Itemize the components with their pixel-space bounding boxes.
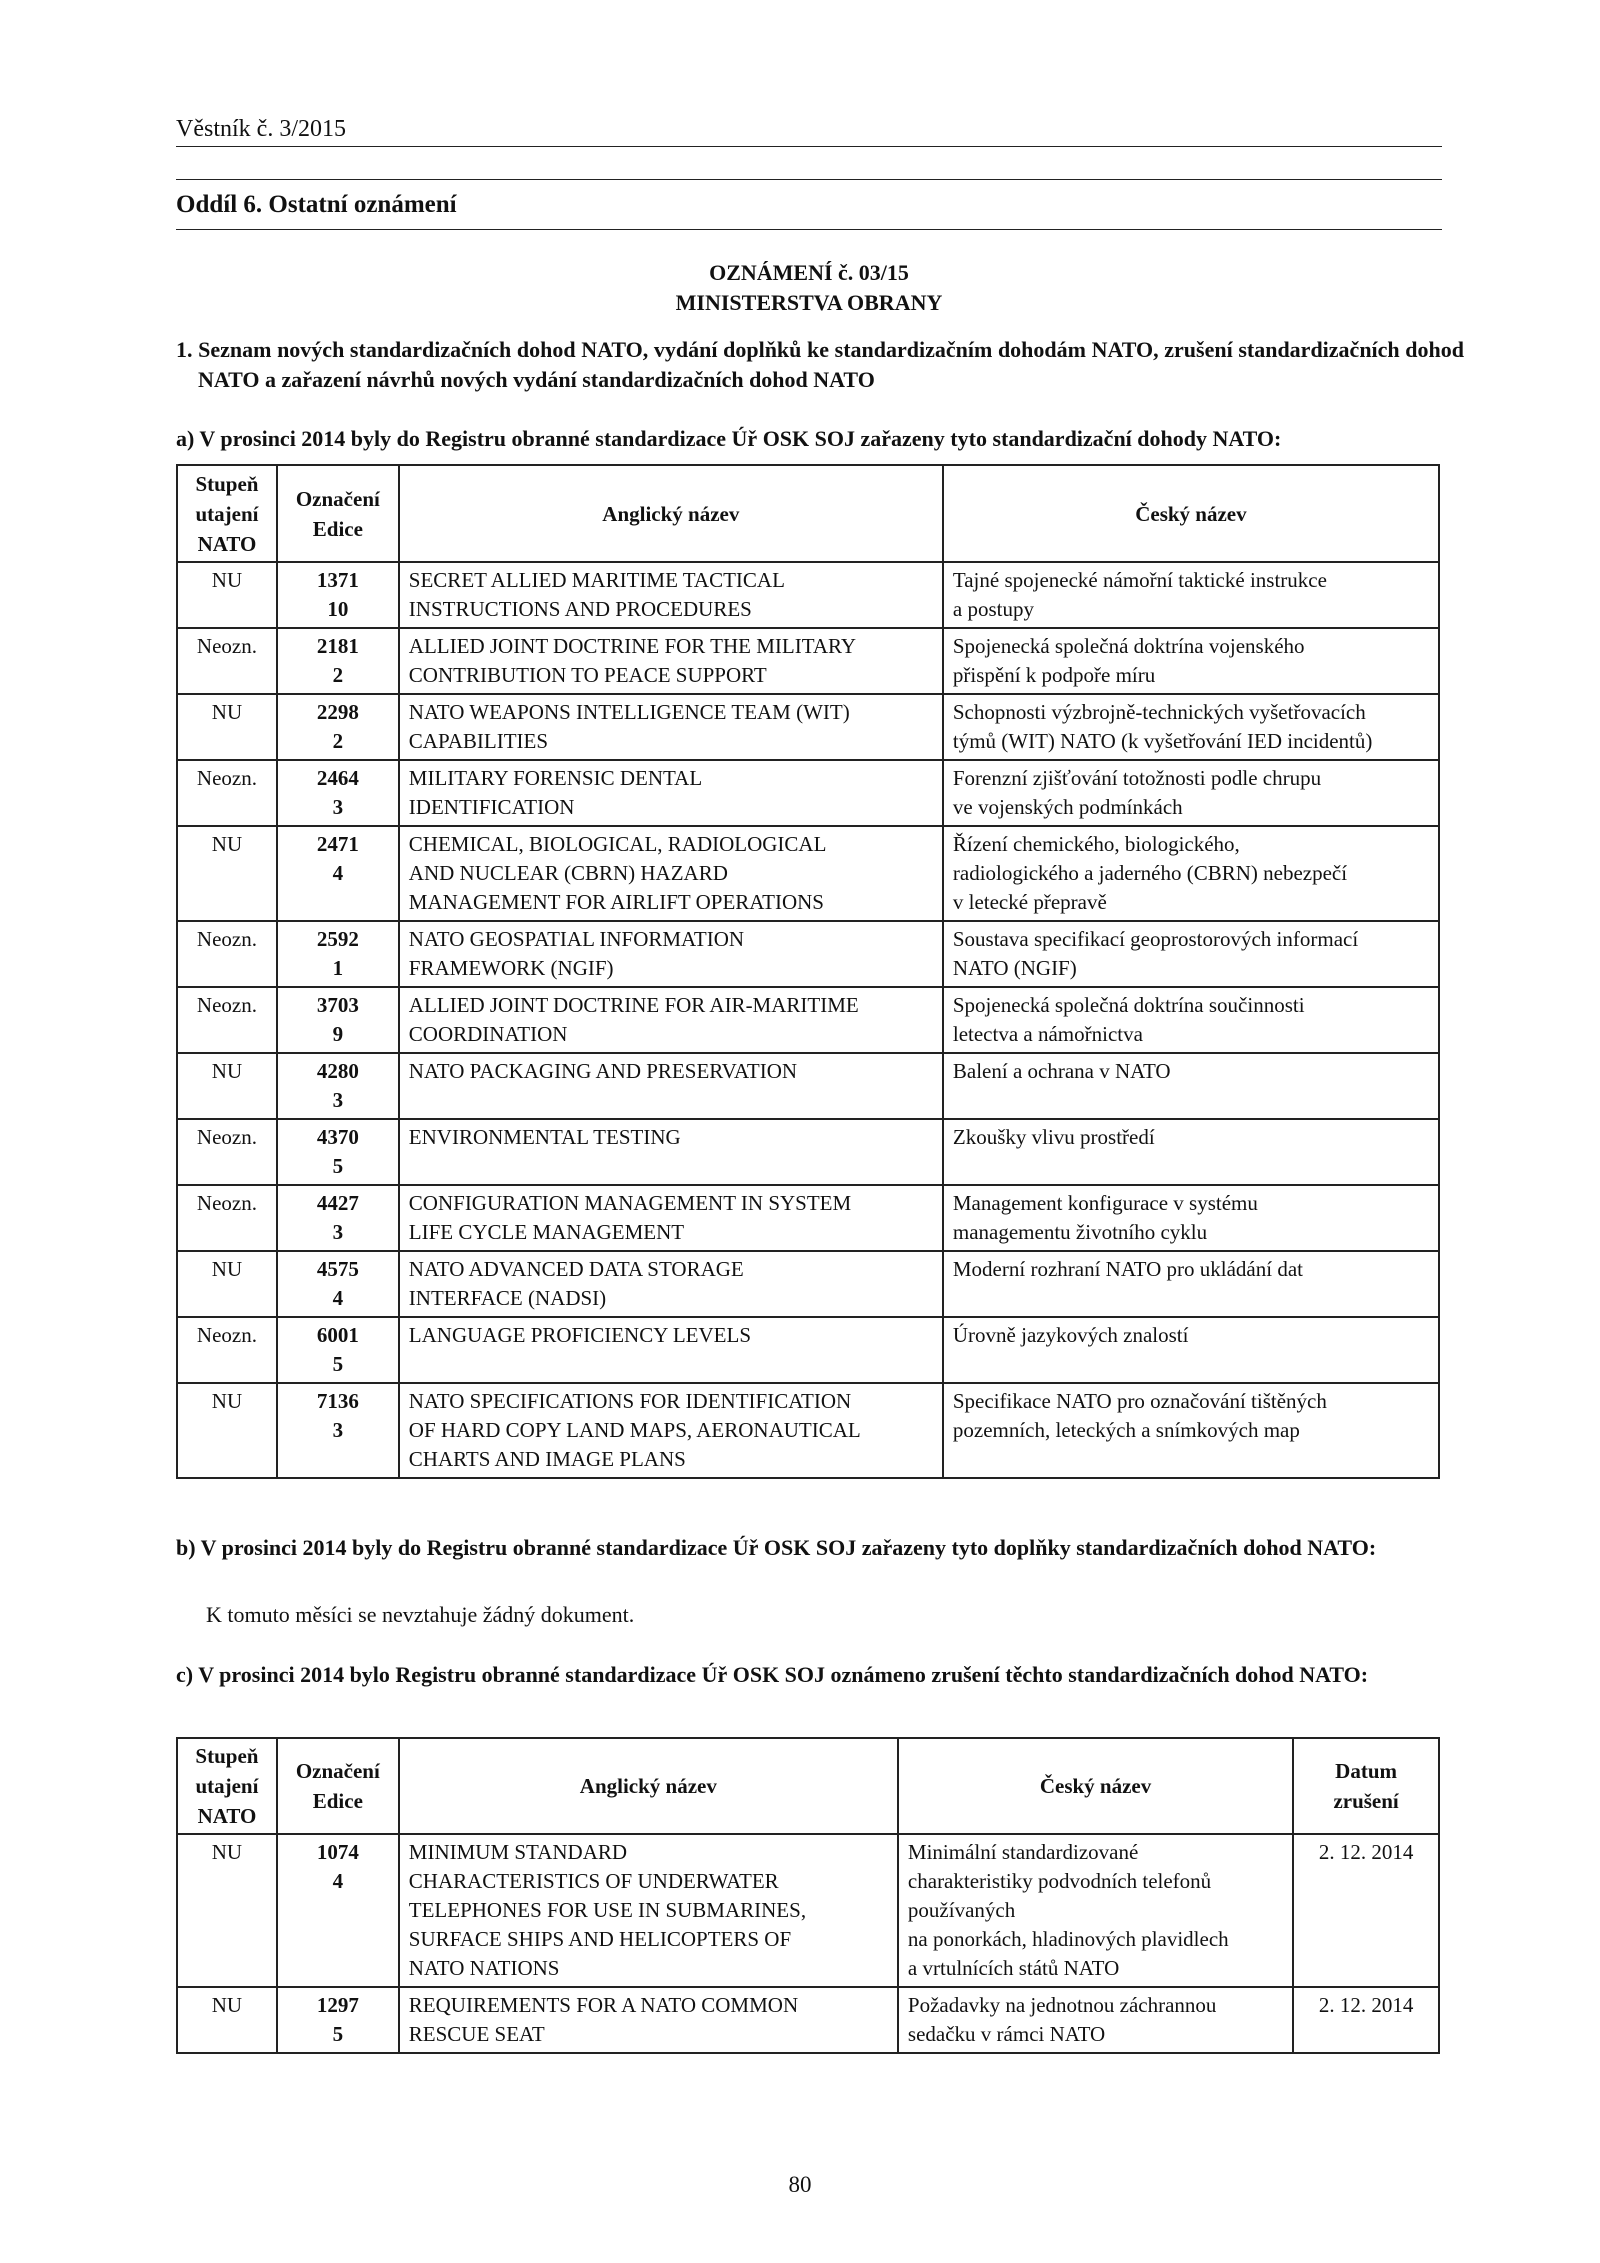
header-line: Stupeň xyxy=(195,1744,259,1768)
header-line: utajení xyxy=(195,501,259,526)
czech-title-line: Řízení chemického, biologického, xyxy=(952,832,1240,856)
czech-title-line: Schopnosti výzbrojně-technických vyšetřovacích xyxy=(952,700,1366,724)
designation-line: 9 xyxy=(332,1022,344,1046)
header-line: Datum xyxy=(1335,1759,1398,1783)
english-title-line: NATO PACKAGING AND PRESERVATION xyxy=(408,1059,798,1083)
designation-cell xyxy=(277,628,399,694)
designation-cell xyxy=(277,1185,399,1251)
english-title-line: FRAMEWORK (NGIF) xyxy=(408,956,614,980)
english-title-line: LIFE CYCLE MANAGEMENT xyxy=(408,1220,685,1244)
section-title: Oddíl 6. Ostatní oznámení xyxy=(176,191,457,218)
english-title-line: INTERFACE (NADSI) xyxy=(408,1286,607,1310)
english-title-cell xyxy=(399,1383,943,1478)
english-title-line: INSTRUCTIONS AND PROCEDURES xyxy=(408,597,752,621)
header-oznaceni xyxy=(277,1738,399,1834)
czech-title-cell xyxy=(943,1383,1439,1478)
czech-title-line: Forenzní zjišťování totožnosti podle chrupu xyxy=(952,766,1322,790)
czech-title-line: NATO (NGIF) xyxy=(952,956,1077,980)
english-title-line: CAPABILITIES xyxy=(408,729,549,753)
table-row xyxy=(177,1119,1439,1185)
czech-title-line: ve vojenských podmínkách xyxy=(952,795,1183,819)
english-title-line: LANGUAGE PROFICIENCY LEVELS xyxy=(408,1323,752,1347)
czech-title-cell xyxy=(943,826,1439,921)
header-line: utajení xyxy=(195,1774,259,1798)
classification-cell: NU xyxy=(177,694,277,760)
classification-cell: NU xyxy=(177,562,277,628)
header-datum xyxy=(1293,1738,1439,1834)
divider xyxy=(176,229,1442,230)
english-title-cell xyxy=(399,1834,898,1987)
czech-title-cell xyxy=(943,921,1439,987)
designation-line: 4427 xyxy=(316,1191,359,1215)
table-row xyxy=(177,826,1439,921)
designation-line: 3 xyxy=(332,1088,344,1112)
english-title-cell xyxy=(399,1987,898,2053)
designation-cell xyxy=(277,1119,399,1185)
designation-line: 5 xyxy=(332,1352,344,1376)
english-title-cell xyxy=(399,1251,943,1317)
czech-title-line: a vrtulnících států NATO xyxy=(907,1956,1120,1980)
english-title-line: SURFACE SHIPS AND HELICOPTERS OF xyxy=(408,1927,792,1951)
designation-line: 5 xyxy=(332,1154,344,1178)
table-row xyxy=(177,1053,1439,1119)
divider xyxy=(176,146,1442,147)
czech-title-line: charakteristiky podvodních telefonů xyxy=(907,1869,1212,1893)
english-title-line: OF HARD COPY LAND MAPS, AERONAUTICAL xyxy=(408,1418,861,1442)
header-stupen xyxy=(177,1738,277,1834)
english-title-cell xyxy=(399,628,943,694)
english-title-line: MINIMUM STANDARD xyxy=(408,1840,628,1864)
czech-title-line: Úrovně jazykových znalostí xyxy=(952,1323,1189,1347)
header-stupen xyxy=(177,465,277,562)
czech-title-cell xyxy=(943,562,1439,628)
english-title-line: IDENTIFICATION xyxy=(408,795,575,819)
header-line: zrušení xyxy=(1333,1789,1399,1813)
designation-line: 4 xyxy=(332,861,344,885)
table-row xyxy=(177,760,1439,826)
header-cesky: Český název xyxy=(898,1738,1293,1834)
english-title-line: ALLIED JOINT DOCTRINE FOR THE MILITARY xyxy=(408,634,857,658)
designation-line: 4575 xyxy=(316,1257,359,1281)
ministry-title: MINISTERSTVA OBRANY xyxy=(675,290,943,315)
designation-cell xyxy=(277,1987,399,2053)
english-title-cell xyxy=(399,1185,943,1251)
classification-cell: Neozn. xyxy=(177,1185,277,1251)
designation-line: 2 xyxy=(332,729,344,753)
repeal-date-cell: 2. 12. 2014 xyxy=(1293,1987,1439,2053)
czech-title-cell xyxy=(943,1185,1439,1251)
table-row xyxy=(177,628,1439,694)
english-title-line: AND NUCLEAR (CBRN) HAZARD xyxy=(408,861,728,885)
designation-line: 2298 xyxy=(316,700,359,724)
header-line: Stupeň xyxy=(195,471,259,496)
designation-line: 3703 xyxy=(316,993,359,1017)
english-title-cell xyxy=(399,987,943,1053)
header-line: Označení xyxy=(295,1759,380,1783)
designation-cell xyxy=(277,1834,399,1987)
header-cesky: Český název xyxy=(943,465,1439,562)
designation-line: 1297 xyxy=(316,1993,359,2017)
classification-cell: NU xyxy=(177,1053,277,1119)
designation-line: 2592 xyxy=(316,927,359,951)
czech-title-line: Spojenecká společná doktrína vojenského xyxy=(952,634,1305,658)
english-title-line: MANAGEMENT FOR AIRLIFT OPERATIONS xyxy=(408,890,824,914)
classification-cell: NU xyxy=(177,1251,277,1317)
czech-title-line: letectva a námořnictva xyxy=(952,1022,1143,1046)
designation-line: 2471 xyxy=(316,832,359,856)
designation-cell xyxy=(277,921,399,987)
designation-line: 7136 xyxy=(316,1389,359,1413)
czech-title-line: sedačku v rámci NATO xyxy=(907,2022,1106,2046)
czech-title-line: Spojenecká společná doktrína součinnosti xyxy=(952,993,1305,1017)
english-title-line: SECRET ALLIED MARITIME TACTICAL xyxy=(408,568,785,592)
czech-title-line: Minimální standardizované xyxy=(907,1840,1139,1864)
section-c-heading: c) V prosinci 2014 bylo Registru obranné standardizace Úř OSK SOJ oznámeno zrušení těchto standardizačních dohod NATO: xyxy=(176,1662,1369,1687)
czech-title-line: pozemních, leteckých a snímkových map xyxy=(952,1418,1300,1442)
english-title-cell xyxy=(399,1317,943,1383)
designation-line: 2181 xyxy=(316,634,359,658)
designation-line: 3 xyxy=(332,795,344,819)
designation-line: 1074 xyxy=(316,1840,359,1864)
classification-cell: NU xyxy=(177,826,277,921)
english-title-line: RESCUE SEAT xyxy=(408,2022,545,2046)
english-title-cell xyxy=(399,694,943,760)
divider xyxy=(176,179,1442,180)
english-title-cell xyxy=(399,760,943,826)
designation-cell xyxy=(277,760,399,826)
header-anglicky: Anglický název xyxy=(399,465,943,562)
repealed-table xyxy=(176,1737,1440,2054)
czech-title-line: přispění k podpoře míru xyxy=(952,663,1156,687)
announcement-title: OZNÁMENÍ č. 03/15 xyxy=(709,260,909,285)
czech-title-cell xyxy=(898,1834,1293,1987)
czech-title-line: Specifikace NATO pro označování tištěných xyxy=(952,1389,1327,1413)
czech-title-line: a postupy xyxy=(952,597,1034,621)
english-title-line: CHEMICAL, BIOLOGICAL, RADIOLOGICAL xyxy=(408,832,827,856)
section-a-heading: a) V prosinci 2014 byly do Registru obranné standardizace Úř OSK SOJ zařazeny tyto standardizační dohody NATO: xyxy=(176,426,1282,451)
english-title-line: CONFIGURATION MANAGEMENT IN SYSTEM xyxy=(408,1191,852,1215)
designation-cell xyxy=(277,826,399,921)
english-title-line: COORDINATION xyxy=(408,1022,568,1046)
classification-cell: Neozn. xyxy=(177,987,277,1053)
czech-title-cell xyxy=(943,1119,1439,1185)
english-title-line: NATO GEOSPATIAL INFORMATION xyxy=(408,927,745,951)
classification-cell: Neozn. xyxy=(177,1317,277,1383)
czech-title-cell xyxy=(943,1317,1439,1383)
designation-line: 4 xyxy=(332,1869,344,1893)
classification-cell: Neozn. xyxy=(177,1119,277,1185)
english-title-line: NATO NATIONS xyxy=(408,1956,560,1980)
czech-title-line: Tajné spojenecké námořní taktické instrukce xyxy=(952,568,1327,592)
czech-title-line: Zkoušky vlivu prostředí xyxy=(952,1125,1155,1149)
english-title-line: NATO WEAPONS INTELLIGENCE TEAM (WIT) xyxy=(408,700,850,724)
classification-cell: NU xyxy=(177,1987,277,2053)
table-header-row xyxy=(177,1738,1439,1834)
designation-line: 2 xyxy=(332,663,344,687)
designation-line: 6001 xyxy=(316,1323,359,1347)
header-line: NATO xyxy=(197,531,257,556)
czech-title-line: na ponorkách, hladinových plavidlech xyxy=(907,1927,1229,1951)
section-b-text: K tomuto měsíci se nevztahuje žádný dokument. xyxy=(206,1602,635,1627)
czech-title-line: managementu životního cyklu xyxy=(952,1220,1208,1244)
czech-title-line: Balení a ochrana v NATO xyxy=(952,1059,1171,1083)
table-row xyxy=(177,562,1439,628)
table-row xyxy=(177,1987,1439,2053)
header-anglicky: Anglický název xyxy=(399,1738,898,1834)
english-title-cell xyxy=(399,1053,943,1119)
table-row xyxy=(177,1834,1439,1987)
item-1-heading: 1. Seznam nových standardizačních dohod NATO, vydání doplňků ke standardizačním dohodám NATO, zrušení standardizačních dohod NATO a zařazení návrhů nových vydání standardizačních dohod NATO xyxy=(176,337,1464,392)
designation-line: 1371 xyxy=(316,568,359,592)
czech-title-cell xyxy=(943,1053,1439,1119)
designation-cell xyxy=(277,562,399,628)
table-row xyxy=(177,1185,1439,1251)
header-oznaceni xyxy=(277,465,399,562)
english-title-cell xyxy=(399,921,943,987)
czech-title-line: Moderní rozhraní NATO pro ukládání dat xyxy=(952,1257,1303,1281)
czech-title-cell xyxy=(943,987,1439,1053)
czech-title-cell xyxy=(943,760,1439,826)
header-line: NATO xyxy=(197,1804,257,1828)
classification-cell: Neozn. xyxy=(177,921,277,987)
czech-title-cell xyxy=(943,694,1439,760)
czech-title-line: Požadavky na jednotnou záchrannou xyxy=(907,1993,1217,2017)
table-row xyxy=(177,987,1439,1053)
header-line: Označení xyxy=(295,486,380,511)
classification-cell: Neozn. xyxy=(177,628,277,694)
english-title-line: NATO SPECIFICATIONS FOR IDENTIFICATION xyxy=(408,1389,852,1413)
table-row xyxy=(177,1317,1439,1383)
designation-cell xyxy=(277,1053,399,1119)
table-row xyxy=(177,694,1439,760)
table-header-row xyxy=(177,465,1439,562)
classification-cell: NU xyxy=(177,1834,277,1987)
czech-title-line: používaných xyxy=(907,1898,1016,1922)
standards-table xyxy=(176,464,1440,1479)
page-number: 80 xyxy=(788,2172,812,2197)
table-row xyxy=(177,921,1439,987)
section-b-heading: b) V prosinci 2014 byly do Registru obranné standardizace Úř OSK SOJ zařazeny tyto doplňky standardizačních dohod NATO: xyxy=(176,1535,1377,1560)
english-title-line: ENVIRONMENTAL TESTING xyxy=(408,1125,681,1149)
english-title-line: MILITARY FORENSIC DENTAL xyxy=(408,766,703,790)
english-title-cell xyxy=(399,562,943,628)
english-title-line: CHARACTERISTICS OF UNDERWATER xyxy=(408,1869,779,1893)
english-title-cell xyxy=(399,1119,943,1185)
czech-title-cell xyxy=(898,1987,1293,2053)
designation-line: 1 xyxy=(332,956,344,980)
designation-line: 10 xyxy=(327,597,349,621)
czech-title-line: Management konfigurace v systému xyxy=(952,1191,1258,1215)
english-title-line: CHARTS AND IMAGE PLANS xyxy=(408,1447,686,1471)
english-title-line: REQUIREMENTS FOR A NATO COMMON xyxy=(408,1993,799,2017)
designation-cell xyxy=(277,987,399,1053)
czech-title-line: v letecké přepravě xyxy=(952,890,1107,914)
designation-line: 2464 xyxy=(316,766,359,790)
header-line: Edice xyxy=(312,516,363,541)
english-title-line: CONTRIBUTION TO PEACE SUPPORT xyxy=(408,663,767,687)
designation-line: 4280 xyxy=(316,1059,359,1083)
designation-line: 3 xyxy=(332,1220,344,1244)
czech-title-line: týmů (WIT) NATO (k vyšetřování IED incidentů) xyxy=(952,729,1373,753)
running-head: Věstník č. 3/2015 xyxy=(176,116,346,142)
classification-cell: NU xyxy=(177,1383,277,1478)
czech-title-line: radiologického a jaderného (CBRN) nebezpečí xyxy=(952,861,1348,885)
designation-cell xyxy=(277,1383,399,1478)
repeal-date-cell: 2. 12. 2014 xyxy=(1293,1834,1439,1987)
designation-line: 3 xyxy=(332,1418,344,1442)
czech-title-line: Soustava specifikací geoprostorových informací xyxy=(952,927,1359,951)
table-row xyxy=(177,1383,1439,1478)
designation-line: 5 xyxy=(332,2022,344,2046)
designation-cell xyxy=(277,1251,399,1317)
header-line: Edice xyxy=(312,1789,363,1813)
czech-title-cell xyxy=(943,628,1439,694)
designation-cell xyxy=(277,694,399,760)
designation-cell xyxy=(277,1317,399,1383)
designation-line: 4 xyxy=(332,1286,344,1310)
classification-cell: Neozn. xyxy=(177,760,277,826)
english-title-cell xyxy=(399,826,943,921)
czech-title-cell xyxy=(943,1251,1439,1317)
table-row xyxy=(177,1251,1439,1317)
english-title-line: NATO ADVANCED DATA STORAGE xyxy=(408,1257,744,1281)
designation-line: 4370 xyxy=(316,1125,359,1149)
english-title-line: TELEPHONES FOR USE IN SUBMARINES, xyxy=(408,1898,807,1922)
english-title-line: ALLIED JOINT DOCTRINE FOR AIR-MARITIME xyxy=(408,993,859,1017)
